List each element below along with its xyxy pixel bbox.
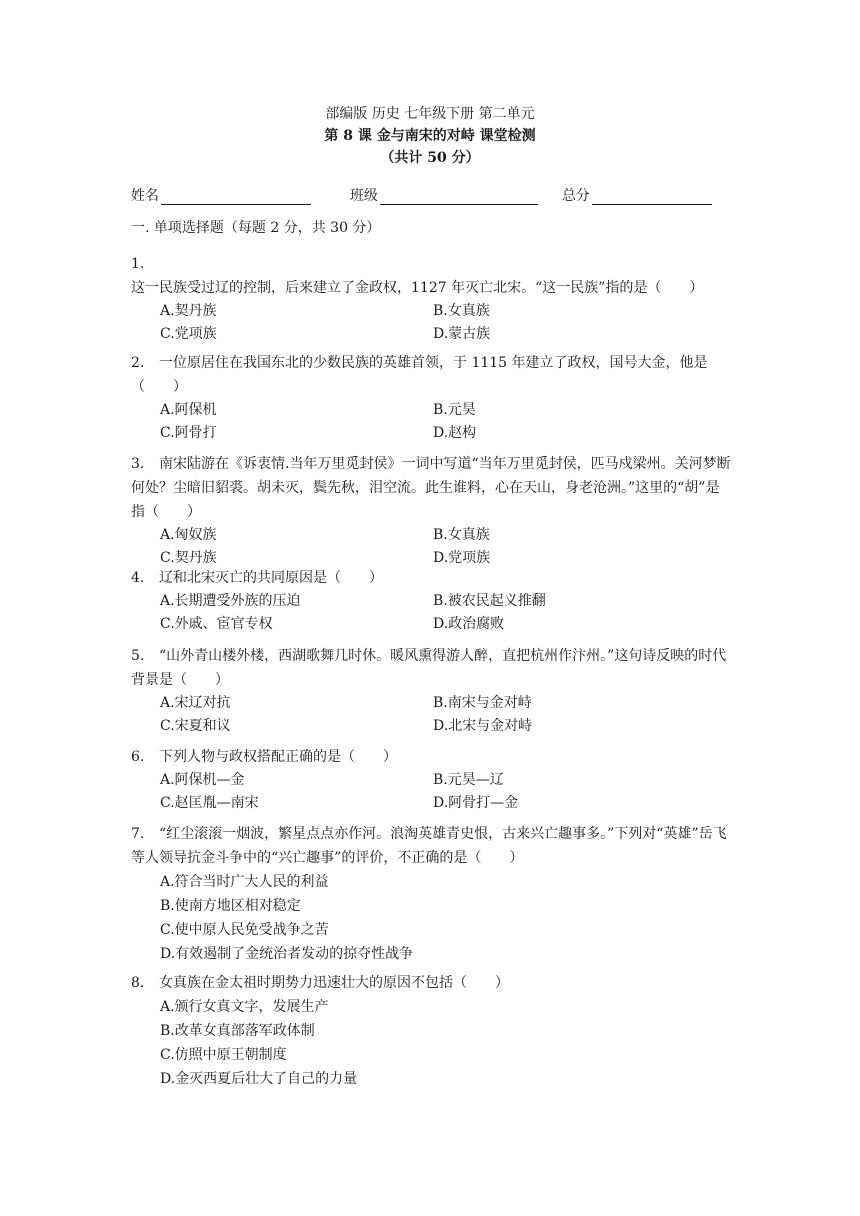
option-c[interactable]: C.赵匡胤—南宋 (160, 795, 259, 811)
options-row (160, 300, 731, 323)
question-text: 这一民族受过辽的控制，后来建立了金政权，1127 年灭亡北宋。“这一民族”指的是（ ） (131, 280, 704, 296)
question (131, 566, 731, 636)
options-row (160, 769, 731, 792)
option-a[interactable]: A.长期遭受外族的压迫 (160, 593, 301, 609)
option-b[interactable]: B.女真族 (433, 303, 490, 319)
option-a[interactable]: A.宋辽对抗 (160, 695, 231, 711)
option-b[interactable]: B.女真族 (433, 527, 490, 543)
question-number: 5. (131, 648, 145, 664)
options-row (160, 692, 731, 715)
question-stem (131, 566, 731, 590)
option-d[interactable]: D.阿骨打—金 (433, 795, 519, 811)
option-d[interactable]: D.赵构 (433, 425, 477, 441)
option-b[interactable]: B.元昊 (433, 402, 476, 418)
question (131, 822, 731, 966)
question-text: 辽和北宋灭亡的共同原因是（ ） (159, 570, 383, 586)
name-blank[interactable] (161, 188, 311, 205)
option-d[interactable]: D.北宋与金对峙 (433, 718, 533, 734)
class-blank[interactable] (380, 188, 538, 205)
options-row (160, 399, 731, 422)
question-number: 1. (131, 256, 145, 272)
options-row (160, 590, 731, 613)
option-b[interactable]: B.使南方地区相对稳定 (160, 898, 301, 914)
option-d[interactable]: D.政治腐败 (433, 616, 505, 632)
option-a[interactable]: A.阿保机—金 (160, 772, 245, 788)
option-c[interactable]: C.契丹族 (160, 550, 217, 566)
option-d[interactable]: D.金灭西夏后壮大了自己的力量 (160, 1071, 358, 1087)
lesson-title: 第 8 课 金与南宋的对峙 课堂检测 (324, 128, 536, 144)
question-stem (131, 745, 731, 769)
options-row (160, 422, 731, 445)
question-number: 4. (131, 570, 145, 586)
question-number: 6. (131, 749, 145, 765)
option-c[interactable]: C.仿照中原王朝制度 (160, 1047, 287, 1063)
total-label: 总分 (561, 188, 590, 204)
question-stem (131, 971, 731, 995)
options-row (160, 524, 731, 547)
question-number: 7. (131, 826, 145, 842)
option-b[interactable]: B.改革女真部落军政体制 (160, 1023, 315, 1039)
course-line: 部编版 历史 七年级下册 第二单元 (325, 106, 535, 122)
question (131, 252, 731, 346)
option-c[interactable]: C.党项族 (160, 326, 217, 342)
question (131, 971, 731, 1091)
option-a[interactable]: A.符合当时广大人民的利益 (160, 874, 329, 890)
option-b[interactable]: B.元昊—辽 (433, 772, 504, 788)
options-column (160, 995, 731, 1091)
question-text: 下列人物与政权搭配正确的是（ ） (159, 749, 397, 765)
total-blank[interactable] (592, 188, 712, 205)
question-number: 3. (131, 456, 145, 472)
options-row (160, 715, 731, 738)
question (131, 452, 731, 570)
options-row (160, 792, 731, 815)
option-a[interactable]: A.阿保机 (160, 402, 217, 418)
exam-header (0, 104, 860, 169)
option-c[interactable]: C.宋夏和议 (160, 718, 231, 734)
option-d[interactable]: D.蒙古族 (433, 326, 491, 342)
question-stem (131, 351, 731, 399)
question-stem (131, 644, 731, 692)
question (131, 351, 731, 445)
option-c[interactable]: C.阿骨打 (160, 425, 217, 441)
options-row (160, 613, 731, 636)
question-text: 一位原居住在我国东北的少数民族的英雄首领，于 1115 年建立了政权，国号大金，他是（ ） (131, 355, 708, 395)
option-a[interactable]: A.契丹族 (160, 303, 217, 319)
question-stem (131, 822, 731, 870)
options-row (160, 323, 731, 346)
question-number: 2. (131, 355, 145, 371)
option-c[interactable]: C.使中原人民免受战争之苦 (160, 922, 329, 938)
option-b[interactable]: B.被农民起义推翻 (433, 593, 546, 609)
student-info-row (131, 185, 712, 205)
name-label: 姓名 (131, 188, 159, 204)
section-heading: 一. 单项选择题（每题 2 分，共 30 分） (131, 220, 381, 236)
total-score-note: （共计 50 分） (380, 150, 480, 166)
option-a[interactable]: A.匈奴族 (160, 527, 217, 543)
question-text: 南宋陆游在《诉衷情.当年万里觅封侯》一词中写道“当年万里觅封侯，匹马戍梁州。关河梦断何处？尘暗旧貂裘。胡未灭，鬓先秋，泪空流。此生谁料，心在天山，身老沧洲。”这里的“胡”是指（ ） (131, 456, 731, 520)
options-column (160, 870, 731, 966)
class-label: 班级 (349, 188, 378, 204)
option-c[interactable]: C.外戚、宦官专权 (160, 616, 273, 632)
option-b[interactable]: B.南宋与金对峙 (433, 695, 532, 711)
option-a[interactable]: A.颁行女真文字，发展生产 (160, 999, 329, 1015)
question-text: 女真族在金太祖时期势力迅速壮大的原因不包括（ ） (159, 975, 509, 991)
option-d[interactable]: D.有效遏制了金统治者发动的掠夺性战争 (160, 946, 414, 962)
question-stem (131, 452, 731, 524)
question (131, 644, 731, 738)
question-text: “红尘滚滚一烟波，繁星点点亦作河。浪淘英雄青史恨，古来兴亡趣事多。”下列对“英雄”岳飞等人领导抗金斗争中的“兴亡趣事”的评价，不正确的是（ ） (131, 826, 727, 866)
question-text: “山外青山楼外楼，西湖歌舞几时休。暖风熏得游人醉，直把杭州作汴州。”这句诗反映的时代背景是（ ） (131, 648, 727, 688)
question (131, 745, 731, 815)
question-number: 8. (131, 975, 145, 991)
option-d[interactable]: D.党项族 (433, 550, 491, 566)
question-stem (131, 252, 731, 300)
